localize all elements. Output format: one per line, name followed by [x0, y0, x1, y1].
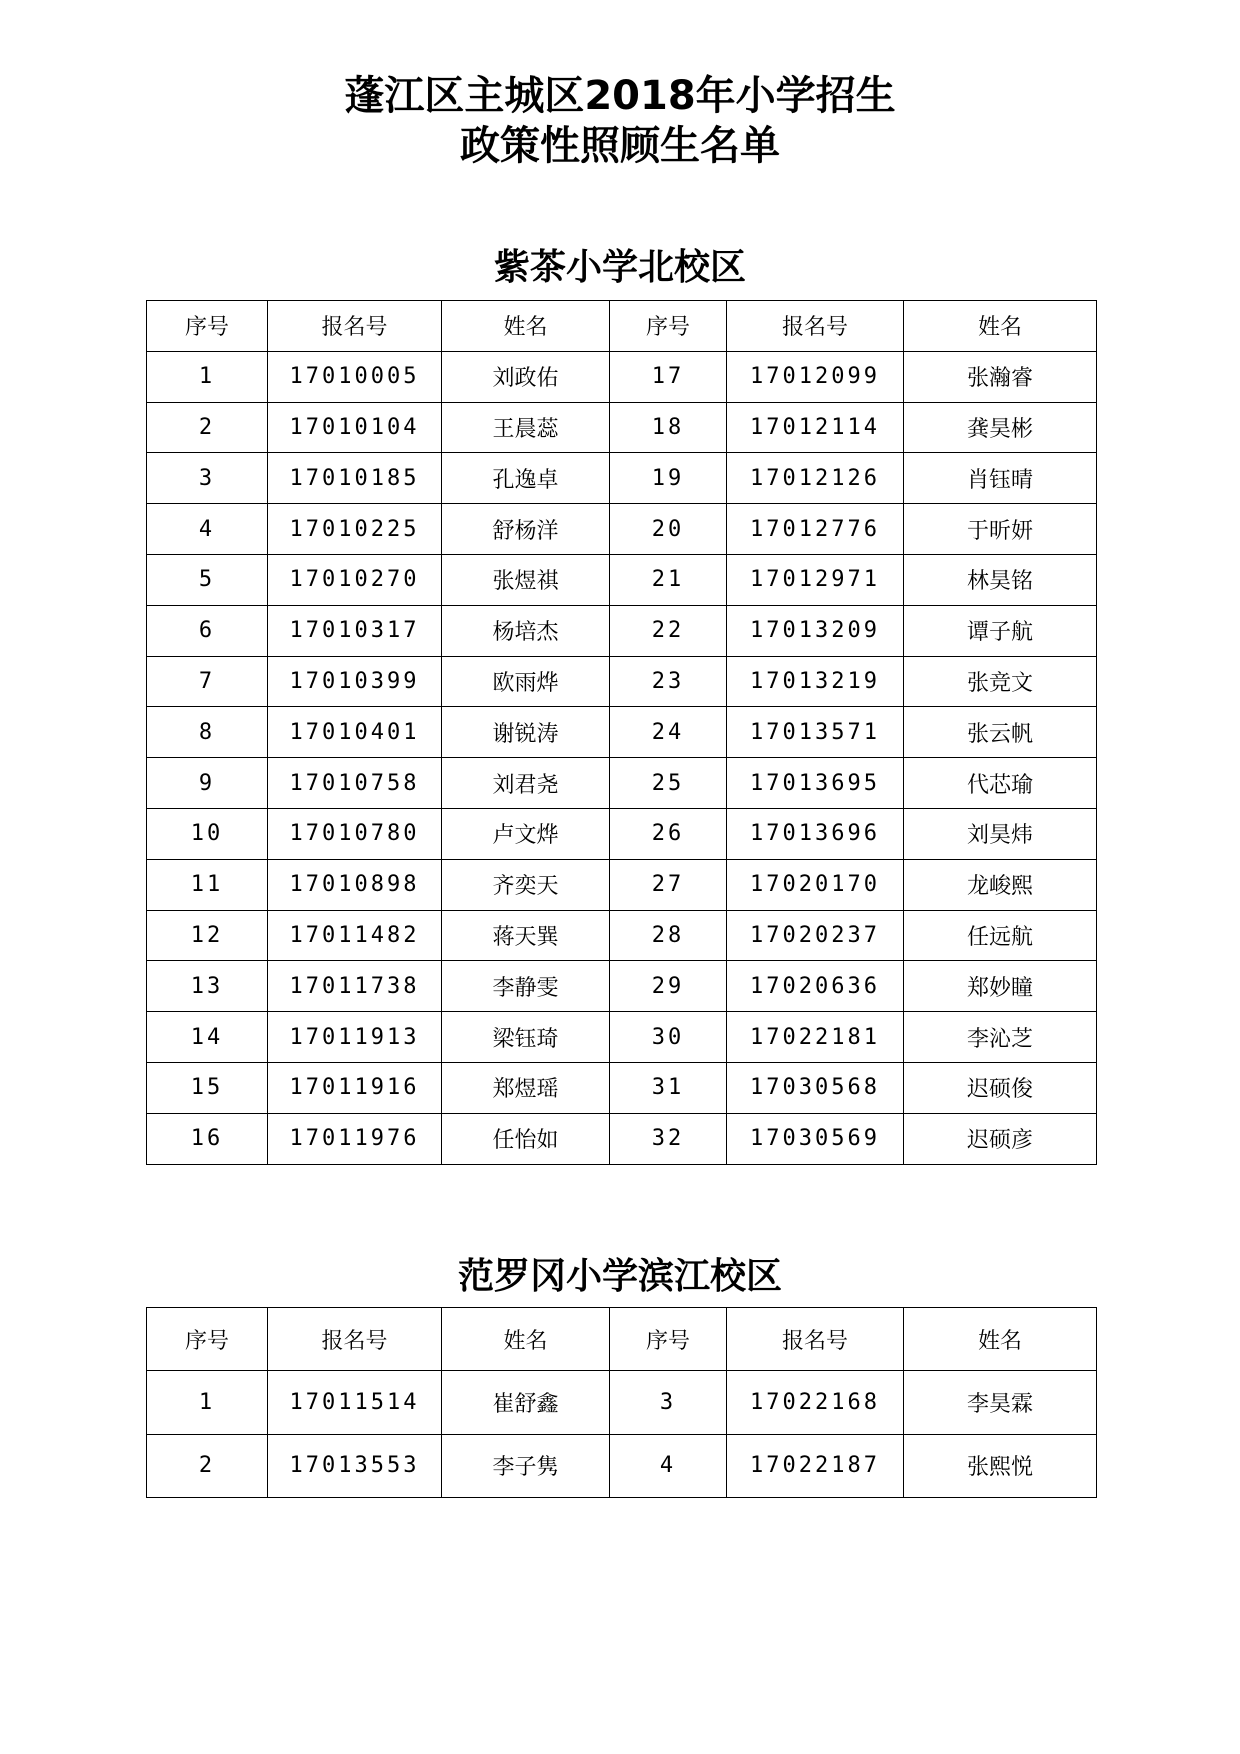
seq-cell: 3 [610, 1371, 727, 1434]
table-row [147, 1113, 1097, 1164]
seq-cell: 18 [610, 402, 727, 453]
seq-cell: 24 [610, 707, 727, 758]
table-row [147, 1434, 1097, 1497]
name-cell: 孔逸卓 [442, 453, 610, 504]
reg-no-cell: 17010317 [268, 605, 442, 656]
table-row [147, 504, 1097, 555]
reg-no-cell: 17012099 [727, 351, 904, 402]
reg-no-cell: 17010005 [268, 351, 442, 402]
reg-no-cell: 17010225 [268, 504, 442, 555]
name-cell: 崔舒鑫 [442, 1371, 610, 1434]
column-header: 报名号 [268, 301, 442, 352]
seq-cell: 6 [147, 605, 268, 656]
reg-no-cell: 17011482 [268, 910, 442, 961]
reg-no-cell: 17022187 [727, 1434, 904, 1497]
name-cell: 龙峻熙 [904, 859, 1097, 910]
seq-cell: 2 [147, 402, 268, 453]
reg-no-cell: 17013696 [727, 808, 904, 859]
reg-no-cell: 17012114 [727, 402, 904, 453]
table-row [147, 707, 1097, 758]
reg-no-cell: 17013695 [727, 758, 904, 809]
roster-table-fanluogang [146, 1307, 1097, 1498]
seq-cell: 12 [147, 910, 268, 961]
reg-no-cell: 17010401 [268, 707, 442, 758]
section-title-fanluogang: 范罗冈小学滨江校区 [457, 1256, 782, 1297]
seq-cell: 15 [147, 1062, 268, 1113]
name-cell: 卢文烨 [442, 808, 610, 859]
name-cell: 任怡如 [442, 1113, 610, 1164]
reg-no-cell: 17013219 [727, 656, 904, 707]
name-cell: 迟硕俊 [904, 1062, 1097, 1113]
column-header: 姓名 [904, 301, 1097, 352]
seq-cell: 23 [610, 656, 727, 707]
table-header-row [147, 1308, 1097, 1371]
reg-no-cell: 17012776 [727, 504, 904, 555]
name-cell: 舒杨洋 [442, 504, 610, 555]
seq-cell: 31 [610, 1062, 727, 1113]
reg-no-cell: 17010104 [268, 402, 442, 453]
seq-cell: 3 [147, 453, 268, 504]
name-cell: 张云帆 [904, 707, 1097, 758]
name-cell: 代芯瑜 [904, 758, 1097, 809]
name-cell: 谭子航 [904, 605, 1097, 656]
reg-no-cell: 17020636 [727, 961, 904, 1012]
column-header: 序号 [610, 301, 727, 352]
reg-no-cell: 17011976 [268, 1113, 442, 1164]
name-cell: 郑妙瞳 [904, 961, 1097, 1012]
section-title-zicha: 紫茶小学北校区 [493, 247, 746, 288]
name-cell: 杨培杰 [442, 605, 610, 656]
name-cell: 李子隽 [442, 1434, 610, 1497]
reg-no-cell: 17011916 [268, 1062, 442, 1113]
name-cell: 刘君尧 [442, 758, 610, 809]
seq-cell: 1 [147, 351, 268, 402]
reg-no-cell: 17010270 [268, 554, 442, 605]
seq-cell: 11 [147, 859, 268, 910]
seq-cell: 29 [610, 961, 727, 1012]
reg-no-cell: 17011738 [268, 961, 442, 1012]
seq-cell: 1 [147, 1371, 268, 1434]
reg-no-cell: 17020237 [727, 910, 904, 961]
name-cell: 肖钰晴 [904, 453, 1097, 504]
seq-cell: 28 [610, 910, 727, 961]
reg-no-cell: 17030569 [727, 1113, 904, 1164]
reg-no-cell: 17010780 [268, 808, 442, 859]
reg-no-cell: 17011913 [268, 1012, 442, 1063]
name-cell: 张竞文 [904, 656, 1097, 707]
table-row [147, 961, 1097, 1012]
seq-cell: 30 [610, 1012, 727, 1063]
table-header-row [147, 301, 1097, 352]
reg-no-cell: 17013571 [727, 707, 904, 758]
name-cell: 王晨蕊 [442, 402, 610, 453]
table-row [147, 402, 1097, 453]
table-row [147, 1012, 1097, 1063]
name-cell: 张煜祺 [442, 554, 610, 605]
table-row [147, 859, 1097, 910]
seq-cell: 25 [610, 758, 727, 809]
seq-cell: 5 [147, 554, 268, 605]
table-row [147, 1371, 1097, 1434]
column-header: 报名号 [727, 301, 904, 352]
seq-cell: 22 [610, 605, 727, 656]
reg-no-cell: 17030568 [727, 1062, 904, 1113]
column-header: 报名号 [268, 1308, 442, 1371]
table-row [147, 1062, 1097, 1113]
name-cell: 欧雨烨 [442, 656, 610, 707]
reg-no-cell: 17010758 [268, 758, 442, 809]
name-cell: 于昕妍 [904, 504, 1097, 555]
seq-cell: 32 [610, 1113, 727, 1164]
name-cell: 蒋天巽 [442, 910, 610, 961]
seq-cell: 4 [610, 1434, 727, 1497]
seq-cell: 27 [610, 859, 727, 910]
table-row [147, 910, 1097, 961]
seq-cell: 16 [147, 1113, 268, 1164]
seq-cell: 13 [147, 961, 268, 1012]
name-cell: 李静雯 [442, 961, 610, 1012]
reg-no-cell: 17010399 [268, 656, 442, 707]
column-header: 姓名 [442, 301, 610, 352]
seq-cell: 8 [147, 707, 268, 758]
name-cell: 刘政佑 [442, 351, 610, 402]
name-cell: 张熙悦 [904, 1434, 1097, 1497]
name-cell: 林昊铭 [904, 554, 1097, 605]
seq-cell: 19 [610, 453, 727, 504]
seq-cell: 14 [147, 1012, 268, 1063]
name-cell: 龚昊彬 [904, 402, 1097, 453]
seq-cell: 26 [610, 808, 727, 859]
seq-cell: 10 [147, 808, 268, 859]
name-cell: 齐奕天 [442, 859, 610, 910]
seq-cell: 7 [147, 656, 268, 707]
name-cell: 李昊霖 [904, 1371, 1097, 1434]
column-header: 报名号 [727, 1308, 904, 1371]
table-row [147, 808, 1097, 859]
table-row [147, 554, 1097, 605]
seq-cell: 9 [147, 758, 268, 809]
table-row [147, 758, 1097, 809]
seq-cell: 21 [610, 554, 727, 605]
name-cell: 李沁芝 [904, 1012, 1097, 1063]
seq-cell: 2 [147, 1434, 268, 1497]
column-header: 序号 [147, 1308, 268, 1371]
roster-table-zicha [146, 300, 1097, 1165]
reg-no-cell: 17022181 [727, 1012, 904, 1063]
name-cell: 张瀚睿 [904, 351, 1097, 402]
reg-no-cell: 17013553 [268, 1434, 442, 1497]
reg-no-cell: 17013209 [727, 605, 904, 656]
reg-no-cell: 17010898 [268, 859, 442, 910]
reg-no-cell: 17012971 [727, 554, 904, 605]
seq-cell: 4 [147, 504, 268, 555]
reg-no-cell: 17010185 [268, 453, 442, 504]
seq-cell: 20 [610, 504, 727, 555]
name-cell: 任远航 [904, 910, 1097, 961]
column-header: 姓名 [442, 1308, 610, 1371]
name-cell: 郑煜瑶 [442, 1062, 610, 1113]
reg-no-cell: 17012126 [727, 453, 904, 504]
reg-no-cell: 17011514 [268, 1371, 442, 1434]
name-cell: 迟硕彦 [904, 1113, 1097, 1164]
column-header: 序号 [147, 301, 268, 352]
table-row [147, 656, 1097, 707]
column-header: 姓名 [904, 1308, 1097, 1371]
column-header: 序号 [610, 1308, 727, 1371]
table-row [147, 351, 1097, 402]
document-title-line-2: 政策性照顾生名单 [460, 123, 780, 169]
reg-no-cell: 17022168 [727, 1371, 904, 1434]
table-row [147, 605, 1097, 656]
document-title-line-1: 蓬江区主城区2018年小学招生 [344, 73, 896, 119]
name-cell: 刘昊炜 [904, 808, 1097, 859]
reg-no-cell: 17020170 [727, 859, 904, 910]
name-cell: 谢锐涛 [442, 707, 610, 758]
seq-cell: 17 [610, 351, 727, 402]
name-cell: 梁钰琦 [442, 1012, 610, 1063]
table-row [147, 453, 1097, 504]
